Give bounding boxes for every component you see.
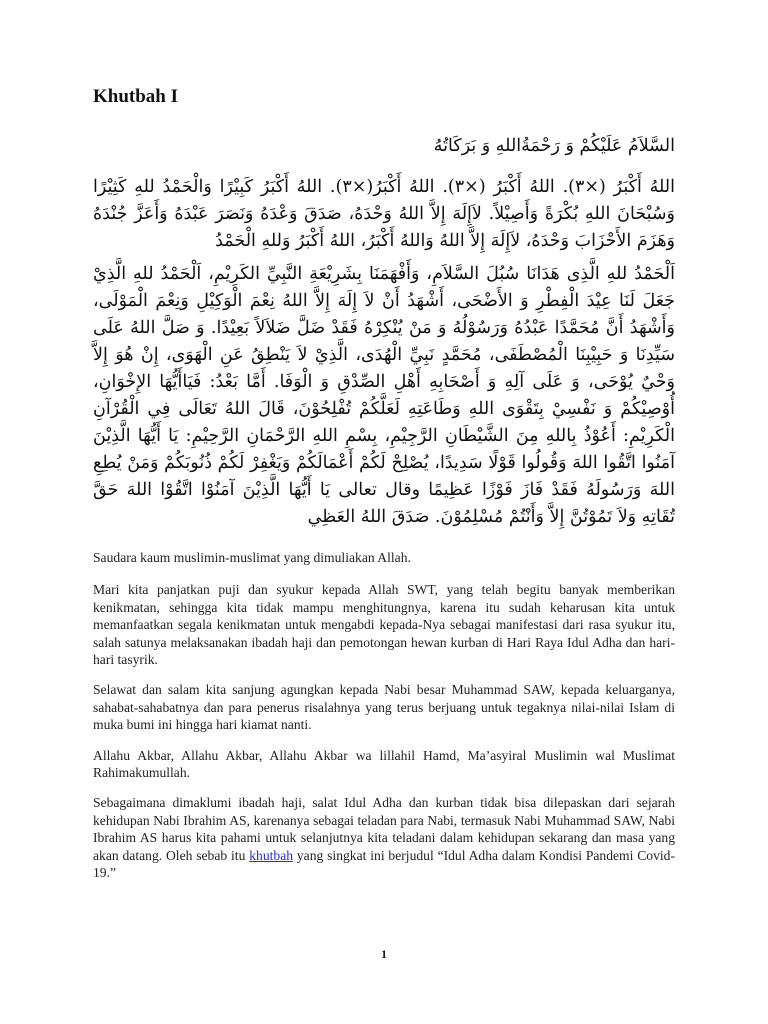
paragraph-greeting: Saudara kaum muslimin-muslimat yang dimuliakan Allah.	[93, 550, 411, 565]
paragraph-takbir-latin: Allahu Akbar, Allahu Akbar, Allahu Akbar wa lillahil Hamd, Ma’asyiral Muslimin wal Muslimat Rahimakumullah.	[93, 747, 675, 781]
paragraph-ibrahim	[93, 794, 675, 881]
paragraph-selawat: Selawat dan salam kita sanjung agungkan kepada Nabi besar Muhammad SAW, kepada keluarganya, sahabat-sahabatnya dan para penerus risalahnya yang terus berjuang untuk tegaknya nilai-nilai Islam di muka bumi ini hingga hari kiamat nanti.	[93, 682, 675, 733]
page-title: Khutbah I	[93, 86, 179, 107]
arabic-hamdalah: اَلْحَمْدُ للهِ الَّذِى هَدَانَا سُبُلَ السَّلاَمِ، وَأَفْهَمَنَا بِشَرِيْعَةِ النَّبِيِّ الكَرِيْمِ، اَلْحَمْدُ للهِ الَّذِيْ جَعَلَ لَنَا عِيْدَ الْفِطْرِ وَ الأَضْحَى، أَشْهَدُ أَنْ لاَ إِلَهَ إِلاَّ اللهُ نِعْمَ الْوَكِيْلِ وَنِعْمَ الْمَوْلَى، وَأَشْهَدُ أَنَّ مُحَمَّدًا عَبْدُهُ وَرَسُوْلُهُ وَ مَنْ يُنْكِرْهُ فَقَدْ ضَلَّ ضَلاَلاً بَعِيْدًا. وَ صَلَّ اللهُ عَلَى سَيِّدِنَا وَ حَبِيْبِنَا الْمُصْطَفَى، مُحَمَّدٍ نَبِيِّ الْهُدَى، الَّذِيْ لاَ يَنْطِقُ عَنِ الْهَوَى، إِنْ هُوَ إِلاَّ وَحْيٌ يُوْحَى، وَ عَلَى آلِهِ وَ أَصْحَابِهِ أَهْلِ الصِّدْقِ وَ الْوَفَا. أَمَّا بَعْدُ: فَيَاأَيُّهَا الإِخْوَانِ، أُوْصِيْكُمْ وَ نَفْسِيْ بِتَقْوَى اللهِ وَطَاعَتِهِ لَعَلَّكُمْ تُفْلِحُوْنَ، قَالَ اللهُ تَعَالَى فِي الْقُرْآنِ الْكَرِيْمِ: أَعُوْذُ بِاللهِ مِنَ الشَّيْطَانِ الرَّجِيْمِ، بِسْمِ اللهِ الرَّحْمَانِ الرَّحِيْمِ: يَا أَيُّهَا الَّذِيْنَ آمَنُوا اتَّقُوا اللهَ وَقُولُوا قَوْلًا سَدِيدًا، يُصْلِحْ لَكُمْ أَعْمَالَكُمْ وَيَغْفِرْ لَكُمْ ذُنُوبَكُمْ وَمَنْ يُطِعِ اللهَ وَرَسُولَهُ فَقَدْ فَازَ فَوْزًا عَظِيمًا وقال تعالى يَا أَيُّهَا الَّذِيْنَ آمَنُوْا اتَّقُوْا اللهَ حَقَّ تُقَاتِهِ وَلاَ تَمُوْتُنَّ إِلاَّ وَأَنْتُمْ مُسْلِمُوْنَ. صَدَقَ اللهُ العَظِي	[93, 264, 675, 527]
paragraph-ibrahim-text: Sebagaimana dimaklumi ibadah haji, salat Idul Adha dan kurban tidak bisa dilepaskan dari sejarah kehidupan Nabi Ibrahim AS, karenanya sebagai teladan para Nabi, termasuk Nabi Muhammad SAW, Nabi Ibrahim AS harus kita pahami untuk selanjutnya kita teladani dalam kehidupan sekarang dan masa yang akan datang. Oleh sebab itu	[93, 795, 675, 863]
paragraph-praise: Mari kita panjatkan puji dan syukur kepada Allah SWT, yang telah begitu banyak memberikan kenikmatan, sehingga kita tidak mampu menghitungnya, karena itu sudah keharusan kita untuk memanfaatkan segala kenikmatan untuk mengabdi kepada-Nya sebagai manifestasi dari rasa syukur itu, salah satunya melaksanakan ibadah haji dan pemotongan hewan kurban di Hari Raya Idul Adha dan hari-hari tasyrik.	[93, 582, 675, 668]
arabic-salam: السَّلاَمُ عَلَيْكُمْ وَ رَحْمَةُاللهِ وَ بَرَكَاتُهُ	[433, 136, 675, 156]
khutbah-link[interactable]: khutbah	[249, 847, 294, 863]
paragraph-ibrahim-tail: yang singkat ini berjudul “Idul Adha dalam Kondisi Pandemi Covid-19.”	[93, 847, 675, 881]
page-number: 1	[381, 947, 387, 961]
document-page	[93, 86, 675, 895]
arabic-takbir: اللهُ أَكْبَرُ (×٣). اللهُ أَكْبَرُ (×٣). اللهُ أَكْبَرُ(×٣). اللهُ أَكْبَرُ كَبِيْرًا وَالْحَمْدُ للهِ كَثِيْرًا وَسُبْحَانَ اللهِ بُكْرَةً وَأَصِيْلاً. لاَإِلَهَ إِلاَّ اللهُ وَحْدَهُ، صَدَقَ وَعْدَهُ وَنَصَرَ عَبْدَهُ وَأَعَزَّ جُنْدَهُ وَهَزَمَ الأَحْزَابَ وَحْدَهُ، لاَإِلَهَ إِلاَّ اللهُ وَاللهُ أَكْبَرُ، اللهُ أَكْبَرُ وَللهِ الْحَمْدُ	[93, 177, 675, 251]
